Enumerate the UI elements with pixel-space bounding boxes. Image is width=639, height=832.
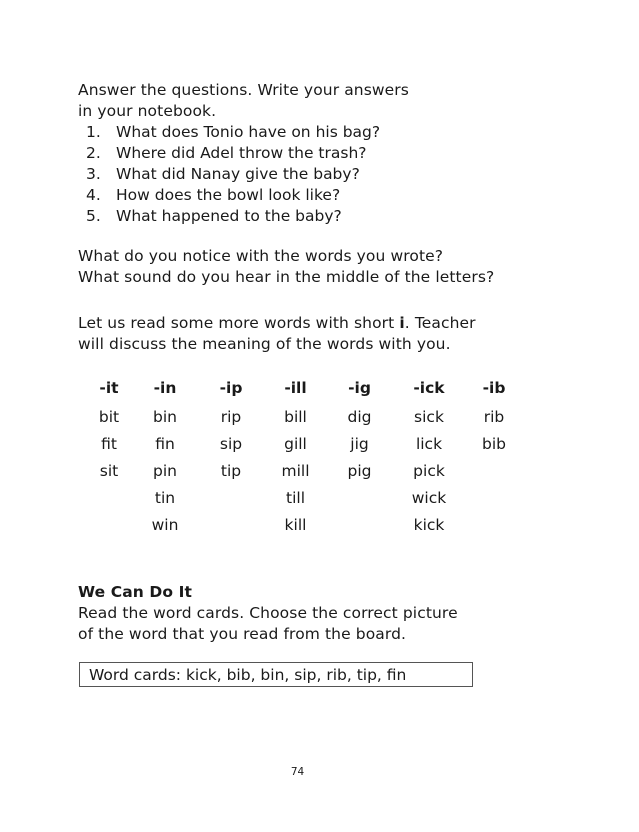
- word-cell: gill: [284, 434, 307, 453]
- word-family-header: -ig: [348, 379, 371, 397]
- word-cell: bit: [98, 407, 120, 426]
- word-family-header: -ill: [284, 379, 307, 397]
- question-text: What happened to the baby?: [116, 207, 342, 225]
- question-text: What does Tonio have on his bag?: [116, 123, 381, 141]
- table-row: [86, 457, 522, 484]
- word-cell: [327, 484, 392, 511]
- word-cell: lick: [415, 434, 443, 453]
- short-i-line-2: will discuss the meaning of the words with you.: [78, 335, 451, 353]
- word-cell: pig: [347, 461, 372, 480]
- word-cell: [466, 457, 522, 484]
- table-row: [86, 430, 522, 457]
- question-text: What did Nanay give the baby?: [116, 165, 360, 183]
- word-cell: [198, 484, 264, 511]
- word-cell: sick: [414, 407, 444, 426]
- question-number: 2.: [86, 144, 101, 162]
- word-cell: jig: [350, 434, 369, 453]
- question-number: 4.: [86, 186, 101, 204]
- word-cell: tin: [154, 488, 176, 507]
- word-cell: dig: [347, 407, 372, 426]
- table-row: [86, 403, 522, 430]
- short-i-paragraph: [78, 313, 476, 355]
- word-cell: rib: [483, 407, 505, 426]
- word-cell: [198, 511, 264, 538]
- question-item: [86, 185, 380, 206]
- word-cell: pin: [153, 461, 177, 480]
- question-item: [86, 164, 380, 185]
- word-cell: bib: [482, 434, 506, 453]
- word-cell: [466, 484, 522, 511]
- word-cell: [86, 511, 132, 538]
- table-row: [86, 484, 522, 511]
- question-list: [86, 122, 380, 227]
- question-text: How does the bowl look like?: [116, 186, 341, 204]
- word-cell: fin: [155, 434, 175, 453]
- section-line-2: of the word that you read from the board.: [78, 625, 407, 643]
- word-family-header: -it: [99, 379, 119, 397]
- word-cell: wick: [411, 488, 447, 507]
- word-cell: sip: [219, 434, 243, 453]
- notice-paragraph: [78, 246, 494, 288]
- question-text: Where did Adel throw the trash?: [116, 144, 367, 162]
- word-cell: kick: [413, 515, 445, 534]
- word-cell: sit: [99, 461, 119, 480]
- intro-line-2: in your notebook.: [78, 102, 217, 120]
- word-cell: tip: [220, 461, 242, 480]
- question-item: [86, 122, 380, 143]
- intro-instructions: [78, 80, 409, 122]
- intro-line-1: Answer the questions. Write your answers: [78, 81, 409, 99]
- word-cell: fit: [101, 434, 117, 453]
- word-family-header: -ick: [413, 379, 445, 397]
- word-cards-box: Word cards: kick, bib, bin, sip, rib, tip, fin: [79, 662, 473, 687]
- word-cell: [327, 511, 392, 538]
- section-heading: We Can Do It: [78, 583, 193, 601]
- short-i-text-end: . Teacher: [404, 314, 476, 332]
- section-line-1: Read the word cards. Choose the correct picture: [78, 604, 458, 622]
- short-i-letter: i: [399, 314, 405, 332]
- question-number: 3.: [86, 165, 101, 183]
- page-number: 74: [290, 766, 305, 778]
- word-cell: [86, 484, 132, 511]
- section-instructions: [78, 603, 458, 645]
- word-family-header: -in: [153, 379, 177, 397]
- word-cell: win: [151, 515, 179, 534]
- word-cell: [466, 511, 522, 538]
- word-cell: pick: [413, 461, 445, 480]
- table-row: [86, 511, 522, 538]
- word-cell: bin: [153, 407, 177, 426]
- question-number: 5.: [86, 207, 101, 225]
- notice-line-2: What sound do you hear in the middle of the letters?: [78, 268, 495, 286]
- word-cell: rip: [220, 407, 242, 426]
- question-number: 1.: [86, 123, 101, 141]
- word-family-table: [86, 373, 522, 538]
- notice-line-1: What do you notice with the words you wrote?: [78, 247, 444, 265]
- short-i-text: Let us read some more words with short: [78, 314, 400, 332]
- word-cell: till: [286, 488, 305, 507]
- question-item: [86, 206, 380, 227]
- word-cell: mill: [281, 461, 310, 480]
- word-cell: kill: [284, 515, 307, 534]
- word-family-header: -ip: [219, 379, 243, 397]
- question-item: [86, 143, 380, 164]
- word-cell: bill: [284, 407, 307, 426]
- word-family-header: -ib: [482, 379, 506, 397]
- word-family-header-row: [86, 373, 522, 403]
- short-i-line-1: [78, 313, 476, 334]
